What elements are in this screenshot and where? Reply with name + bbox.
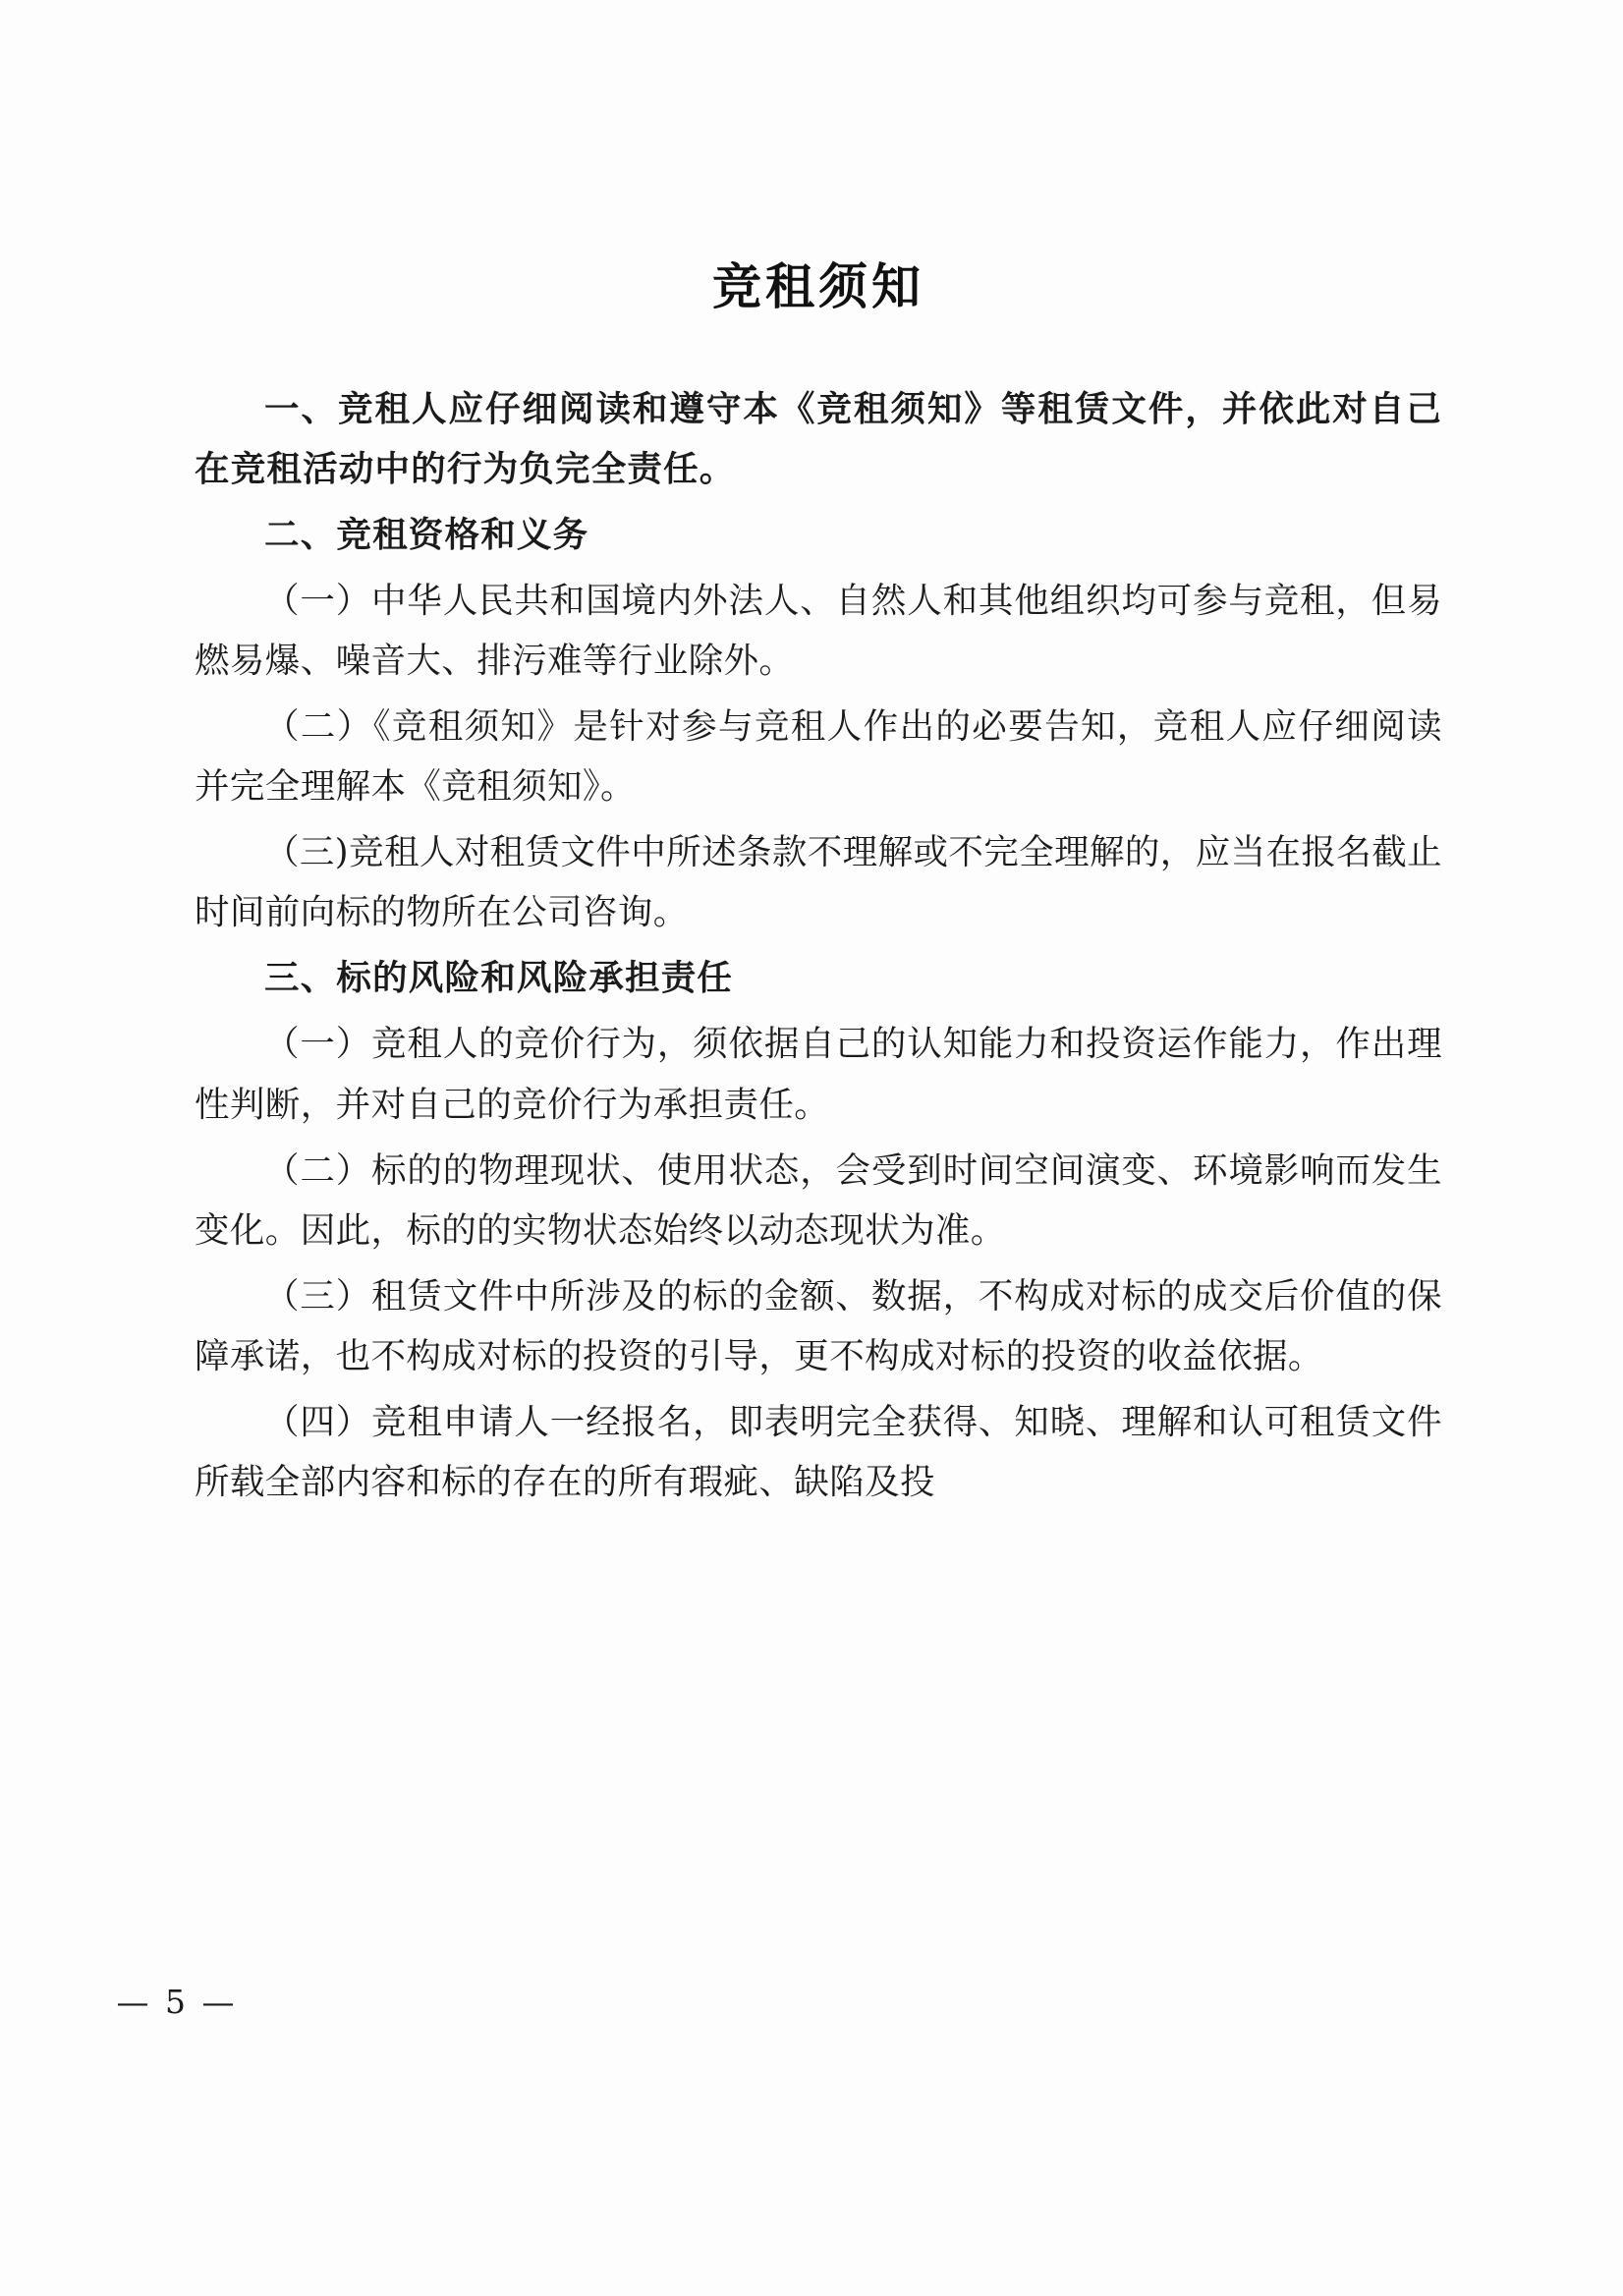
paragraph-item-3-4: （四）竞租申请人一经报名，即表明完全获得、知晓、理解和认可租赁文件所载全部内容和标的存在的所有瑕疵、缺陷及投 (195, 1401, 1442, 1502)
paragraph-item-3-heading: 三、标的风险和风险承担责任 (264, 958, 734, 999)
paragraph-item-2-heading: 二、竞租资格和义务 (264, 515, 589, 556)
paragraph-item-2-1: （一）中华人民共和国境内外法人、自然人和其他组织均可参与竞租，但易燃易爆、噪音大、排污难等行业除外。 (195, 581, 1442, 682)
paragraph-item-3-3: （三）租赁文件中所涉及的标的金额、数据，不构成对标的成交后价值的保障承诺，也不构成对标的投资的引导，更不构成对标的投资的收益依据。 (195, 1275, 1442, 1376)
paragraph-item-3-1: （一）竞租人的竞价行为，须依据自己的认知能力和投资运作能力，作出理性判断，并对自己的竞价行为承担责任。 (195, 1024, 1442, 1125)
paragraph-item-2-2: （二）《竞租须知》是针对参与竞租人作出的必要告知，竞租人应仔细阅读并完全理解本《竞租须知》。 (195, 706, 1442, 808)
document-body (195, 248, 1442, 1518)
paragraph-item-3-2: （二）标的的物理现状、使用状态，会受到时间空间演变、环境影响而发生变化。因此，标的的实物状态始终以动态现状为准。 (195, 1149, 1442, 1251)
paragraph-item-1: 一、竞租人应仔细阅读和遵守本《竞租须知》等租赁文件，并依此对自己在竞租活动中的行为负完全责任。 (195, 389, 1442, 490)
paragraph-item-2-3: （三)竞租人对租赁文件中所述条款不理解或不完全理解的，应当在报名截止时间前向标的物所在公司咨询。 (195, 832, 1442, 933)
page-title: 竞租须知 (712, 257, 924, 315)
page-number: — 5 — (116, 1983, 238, 2021)
